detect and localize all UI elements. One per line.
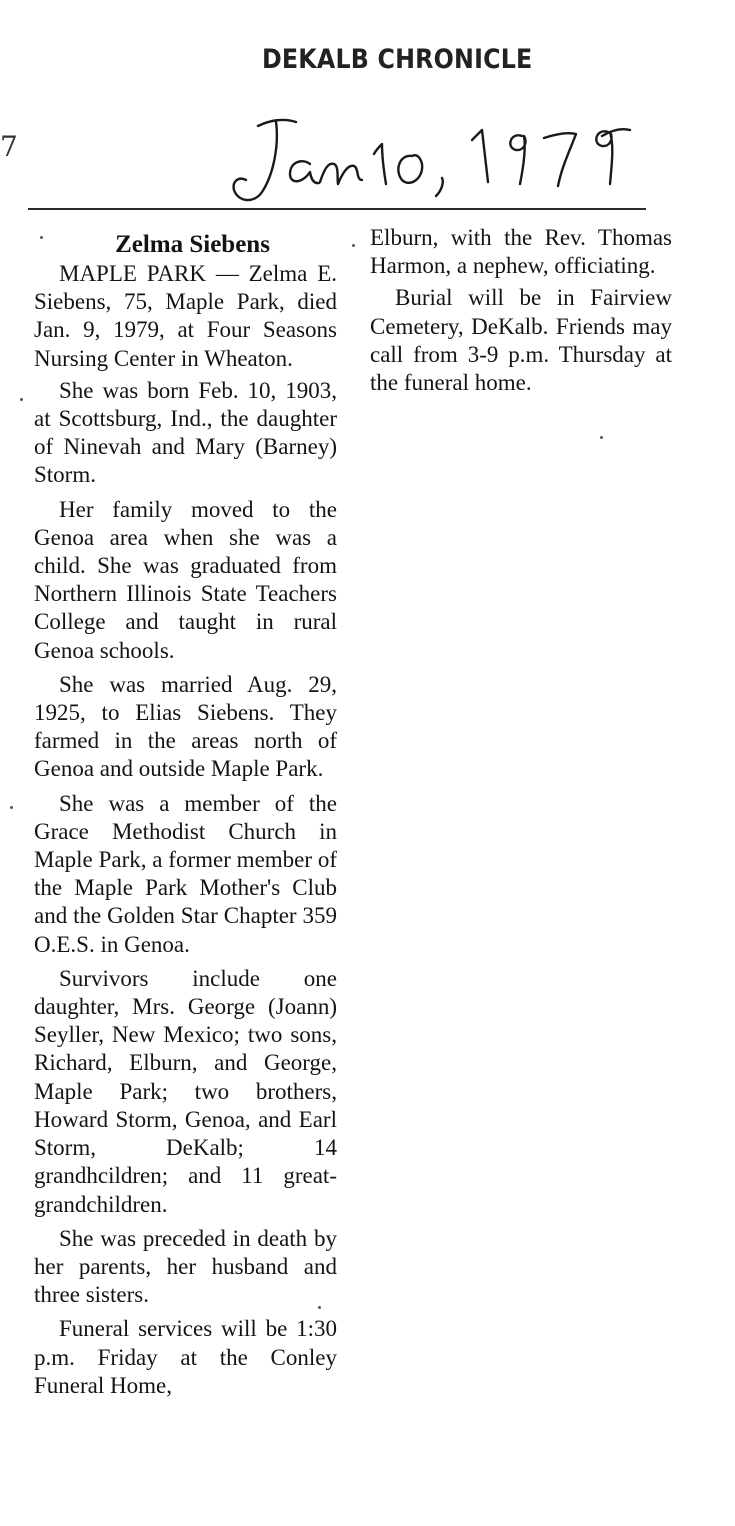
scan-speck	[10, 806, 13, 809]
scan-speck	[600, 436, 603, 439]
scan-speck	[352, 244, 355, 247]
article-paragraph: She was born Feb. 10, 1903, at Scottsburg, Ind., the daughter of Ninevah and Mary (Barney) Storm.	[34, 377, 337, 488]
article-paragraph: Survivors include one daughter, Mrs. George (Joann) Seyller, New Mexico; two sons, Richard, Elburn, and George, Maple Park; two brothers, Howard Storm, Genoa, and Earl Storm, DeKalb; 14 grandhcildren; and 11 great-grandchildren.	[34, 965, 337, 1217]
article-paragraph: She was a member of the Grace Methodist Church in Maple Park, a former member of the Maple Park Mother's Club and the Golden Star Chapter 359 O.E.S. in Genoa.	[34, 790, 337, 957]
article-paragraph: Her family moved to the Genoa area when she was a child. She was graduated from Northern Illinois State Teachers College and taught in rural Genoa schools.	[34, 496, 337, 663]
article-paragraph: She was married Aug. 29, 1925, to Elias Siebens. They farmed in the areas north of Genoa and outside Maple Park.	[34, 671, 337, 782]
edge-mark: 7	[0, 130, 18, 163]
article-left-column	[34, 230, 337, 1406]
article-paragraph: Elburn, with the Rev. Thomas Harmon, a nephew, officiating.	[370, 225, 672, 279]
article-right-column	[370, 224, 672, 401]
newspaper-name-stamp: DEKALB CHRONICLE	[262, 44, 533, 75]
scan-speck	[318, 1306, 321, 1309]
handwritten-date	[224, 104, 654, 214]
article-paragraph: MAPLE PARK — Zelma E. Siebens, 75, Maple Park, died Jan. 9, 1979, at Four Seasons Nursing Center in Wheaton.	[34, 261, 337, 371]
article-paragraph: Funeral services will be 1:30 p.m. Friday at the Conley Funeral Home,	[34, 1316, 337, 1398]
article-paragraph: Burial will be in Fairview Cemetery, DeKalb. Friends may call from 3-9 p.m. Thursday at the funeral home.	[370, 285, 672, 396]
scan-speck	[20, 398, 23, 401]
scan-speck	[40, 236, 43, 239]
article-headline: Zelma Siebens	[115, 231, 270, 258]
article-paragraph: She was preceded in death by her parents, her husband and three sisters.	[34, 1225, 337, 1308]
header-rule	[28, 208, 646, 210]
